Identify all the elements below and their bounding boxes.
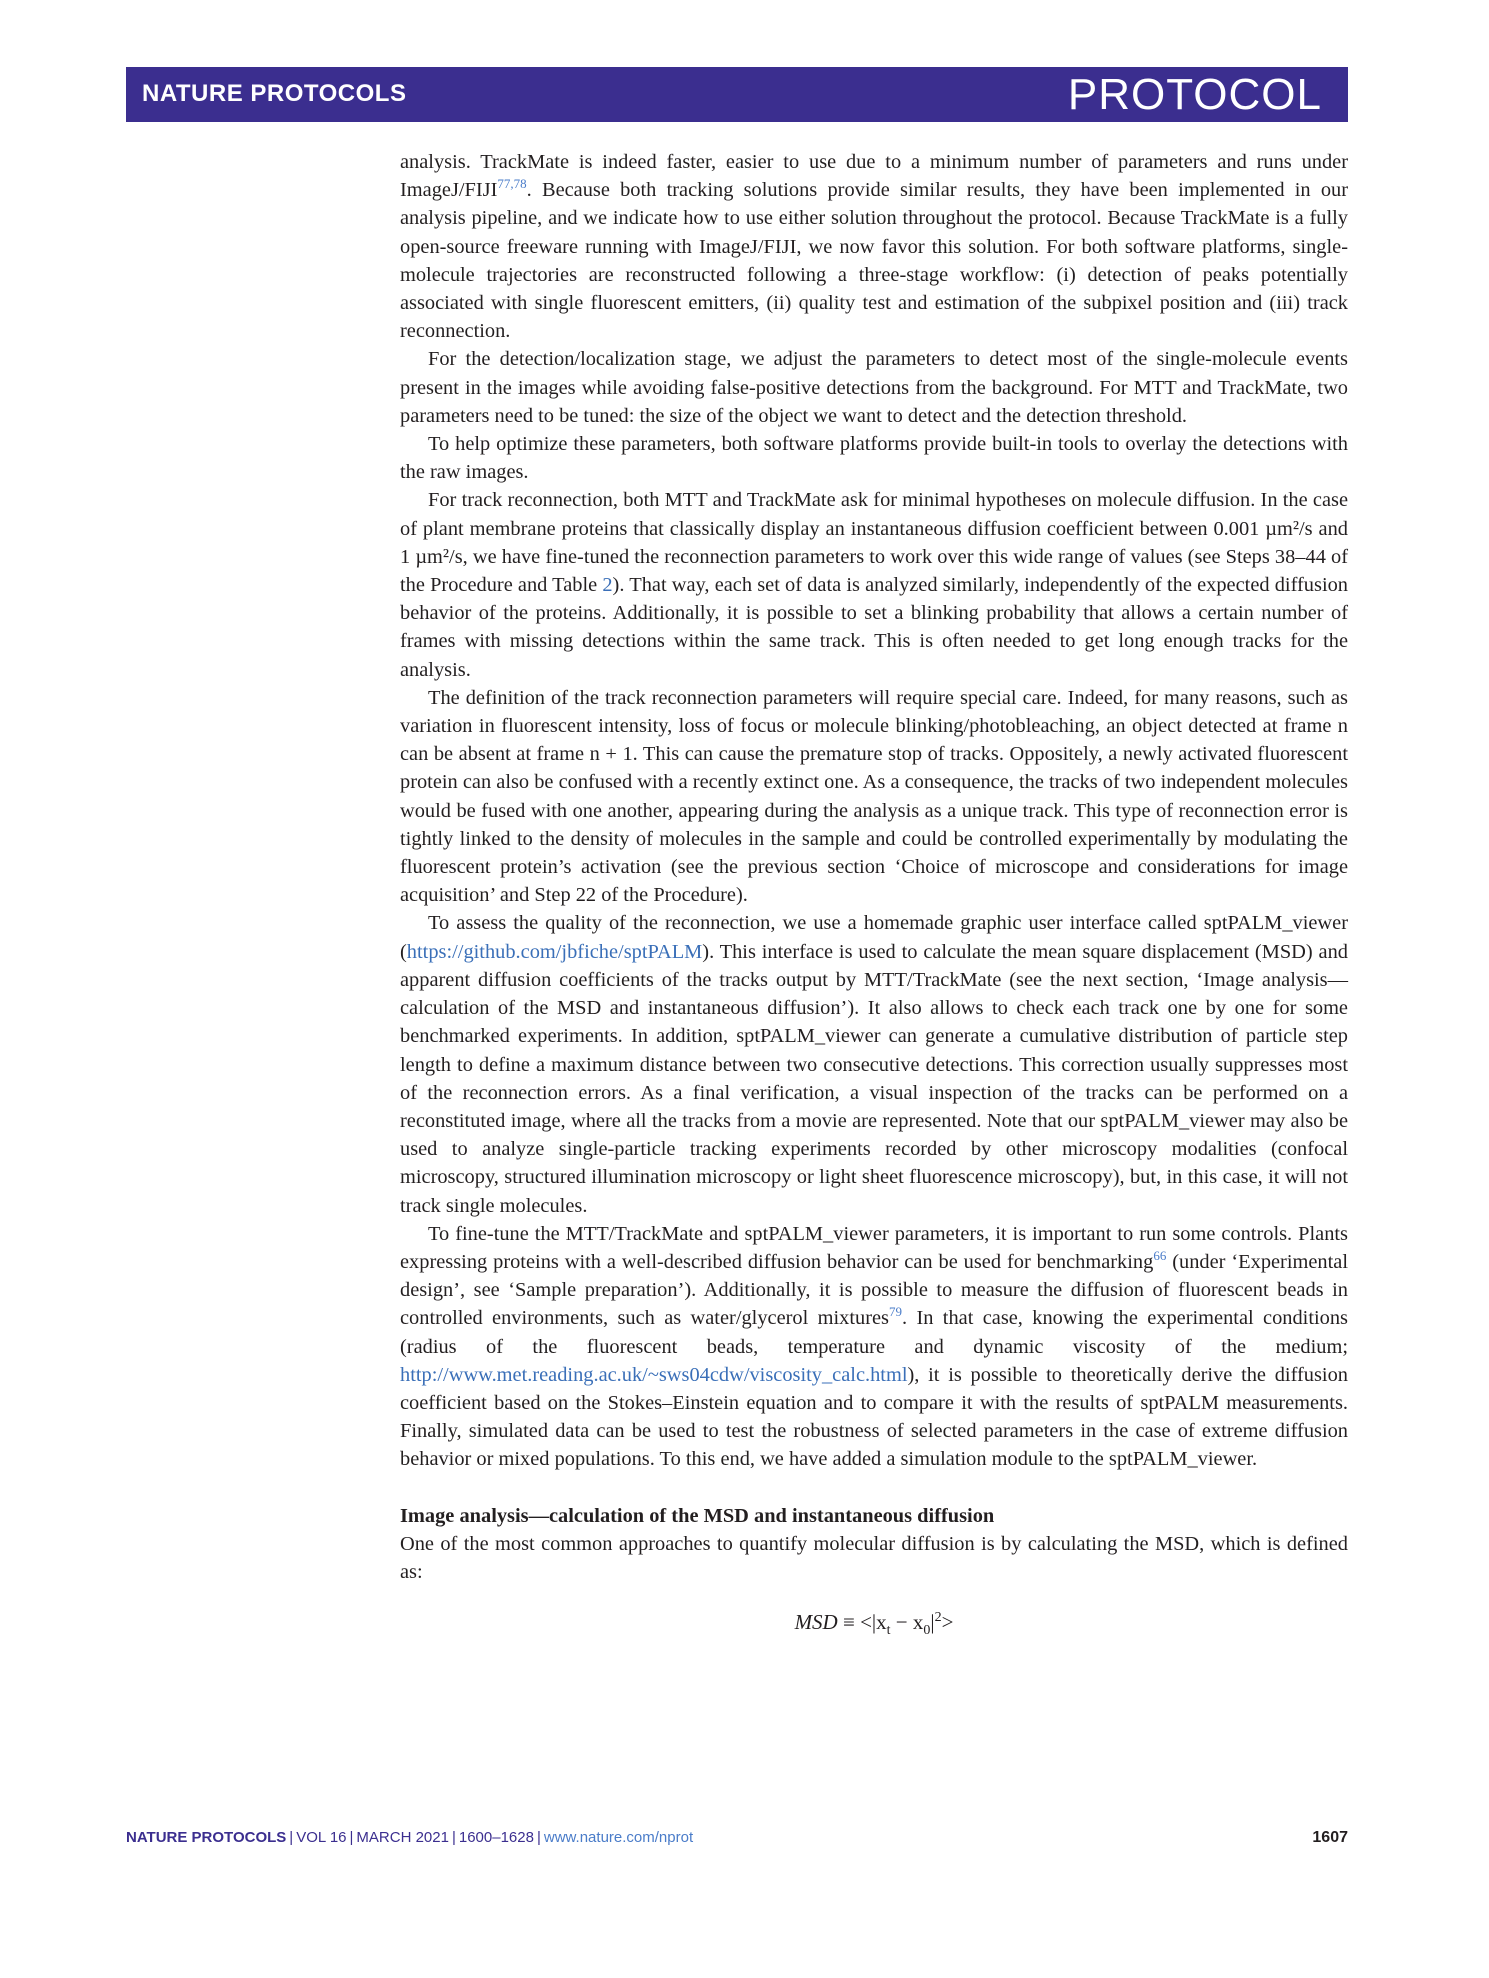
table-2-link[interactable]: 2: [602, 574, 613, 597]
footer-date: MARCH 2021: [356, 1829, 449, 1846]
p7-text-c: . In that case, knowing the experimental conditions (radius of the fluorescent beads, temperature and dynamic viscosity of the medium;: [400, 1307, 1348, 1358]
footer-url[interactable]: www.nature.com/nprot: [543, 1829, 694, 1846]
paragraph-7: [400, 1220, 1348, 1474]
p1-text-a: analysis. TrackMate is indeed faster, easier to use due to a minimum number of parameters and runs under ImageJ/FIJI: [400, 151, 1348, 202]
eq-lhs: MSD: [794, 1610, 838, 1635]
paragraph-5: The definition of the track reconnection parameters will require special care. Indeed, for many reasons, such as variation in fluorescent intensity, loss of focus or molecule blinking/photobleaching, an object detected at frame n can be absent at frame n + 1. This can cause the premature stop of tracks. Oppositely, a newly activated fluorescent protein can also be confused with a recently extinct one. As a consequence, the tracks of two independent molecules would be fused with one another, appearing during the analysis as a unique track. This type of reconnection error is tightly linked to the density of molecules in the sample and could be controlled experimentally by modulating the fluorescent protein’s activation (see the previous section ‘Choice of microscope and considerations for image acquisition’ and Step 22 of the Procedure).: [400, 686, 1348, 907]
citation-66[interactable]: 66: [1153, 1248, 1167, 1264]
eq-sub-t: t: [886, 1623, 891, 1639]
footer-journal: NATURE PROTOCOLS: [126, 1829, 287, 1846]
article-type: PROTOCOL: [1067, 70, 1322, 119]
p6-text-a: To assess the quality of the reconnection, we use a homemade graphic user interface called sptPALM_viewer (: [400, 912, 1348, 963]
citation-77-78[interactable]: 77,78: [497, 176, 527, 192]
paragraph-4: [400, 486, 1348, 683]
header-bar: [126, 67, 1348, 122]
p4-text-b: ). That way, each set of data is analyzed similarly, independently of the expected diffusion behavior of the proteins. Additionally, it is possible to set a blinking probability that allows a certain number of frames with missing detections within the same track. This is often needed to get long enough tracks for the analysis.: [400, 574, 1348, 681]
paragraph-1: [400, 148, 1348, 345]
journal-name: NATURE PROTOCOLS: [142, 80, 407, 107]
p4-text-a: For track reconnection, both MTT and TrackMate ask for minimal hypotheses on molecule diffusion. In the case of plant membrane proteins that classically display an instantaneous diffusion coefficient between 0.001 µm²/s and 1 µm²/s, we have fine-tuned the reconnection parameters to work over this wide range of values (see Steps 38–44 of the Procedure and Table: [400, 489, 1348, 597]
page-footer: [126, 1829, 1348, 1853]
paragraph-6: [400, 909, 1348, 1219]
footer-volume: VOL 16: [296, 1829, 347, 1846]
citation-79[interactable]: 79: [889, 1304, 902, 1320]
p1-text-b: . Because both tracking solutions provide similar results, they have been implemented in our analysis pipeline, and we indicate how to use either solution throughout the protocol. Because TrackMate is a fully open-source freeware running with ImageJ/FIJI, we now favor this solution. For both software platforms, single-molecule trajectories are reconstructed following a three-stage workflow: (i) detection of peaks potentially associated with single fluorescent emitters, (ii) quality test and estimation of the subpixel position and (iii) track reconnection.: [400, 179, 1348, 343]
eq-bar: |: [930, 1610, 935, 1635]
p7-text-d: ), it is possible to theoretically derive the diffusion coefficient based on the Stokes–Einstein equation and to compare it with the results of sptPALM measurements. Finally, simulated data can be used to test the robustness of selected parameters in the case of extreme diffusion behavior or mixed populations. To this end, we have added a simulation module to the sptPALM_viewer.: [400, 1363, 1348, 1471]
eq-mid: − x: [890, 1610, 924, 1635]
p6-text-b: ). This interface is used to calculate the mean square displacement (MSD) and apparent diffusion coefficients of the tracks output by MTT/TrackMate (see the next section, ‘Image analysis—calculation of the MSD and instantaneous diffusion’). It also allows to check each track one by one for some benchmarked experiments. In addition, sptPALM_viewer can generate a cumulative distribution of particle step length to define a maximum distance between two consecutive detections. This correction usually suppresses most of the reconnection errors. As a final verification, a visual inspection of the tracks can be performed on a reconstituted image, where all the tracks from a movie are represented. Note that our sptPALM_viewer may also be used to analyze single-particle tracking experiments recorded by other microscopy modalities (confocal microscopy, structured illumination microscopy or light sheet fluorescence microscopy), but, in this case, it will not track single molecules.: [400, 940, 1348, 1217]
paragraph-8: One of the most common approaches to quantify molecular diffusion is by calculating the MSD, which is defined as:: [400, 1532, 1348, 1583]
viscosity-calc-link[interactable]: http://www.met.reading.ac.uk/~sws04cdw/viscosity_calc.html: [400, 1363, 908, 1386]
github-link[interactable]: https://github.com/jbfiche/sptPALM: [406, 940, 703, 963]
footer-pages: 1600–1628: [458, 1829, 534, 1846]
section-heading: Image analysis—calculation of the MSD and instantaneous diffusion: [400, 1504, 995, 1527]
eq-rel: ≡ <|x: [837, 1610, 887, 1635]
paragraph-3: To help optimize these parameters, both software platforms provide built-in tools to overlay the detections with the raw images.: [400, 433, 1348, 484]
p7-text-b: (under ‘Experimental design’, see ‘Sample preparation’). Additionally, it is possible to measure the diffusion of fluorescent beads in controlled environments, such as water/glycerol mixtures: [400, 1250, 1349, 1330]
msd-equation: [400, 1604, 1348, 1645]
eq-end: >: [941, 1610, 954, 1635]
eq-sub-0: 0: [923, 1623, 931, 1639]
eq-sup-2: 2: [934, 1610, 942, 1626]
p7-text-a: To fine-tune the MTT/TrackMate and sptPALM_viewer parameters, it is important to run some controls. Plants expressing proteins with a well-described diffusion behavior can be used for benchmarking: [400, 1222, 1348, 1273]
paragraph-2: For the detection/localization stage, we adjust the parameters to detect most of the single-molecule events present in the images while avoiding false-positive detections from the background. For MTT and TrackMate, two parameters need to be tuned: the size of the object we want to detect and the detection threshold.: [400, 348, 1348, 427]
page-number: 1607: [1312, 1829, 1348, 1846]
footer-citation: NATURE PROTOCOLS | VOL 16 | MARCH 2021 | 1600–1628 | www.nature.com/nprot: [126, 1829, 694, 1846]
article-body: [400, 148, 1348, 1646]
